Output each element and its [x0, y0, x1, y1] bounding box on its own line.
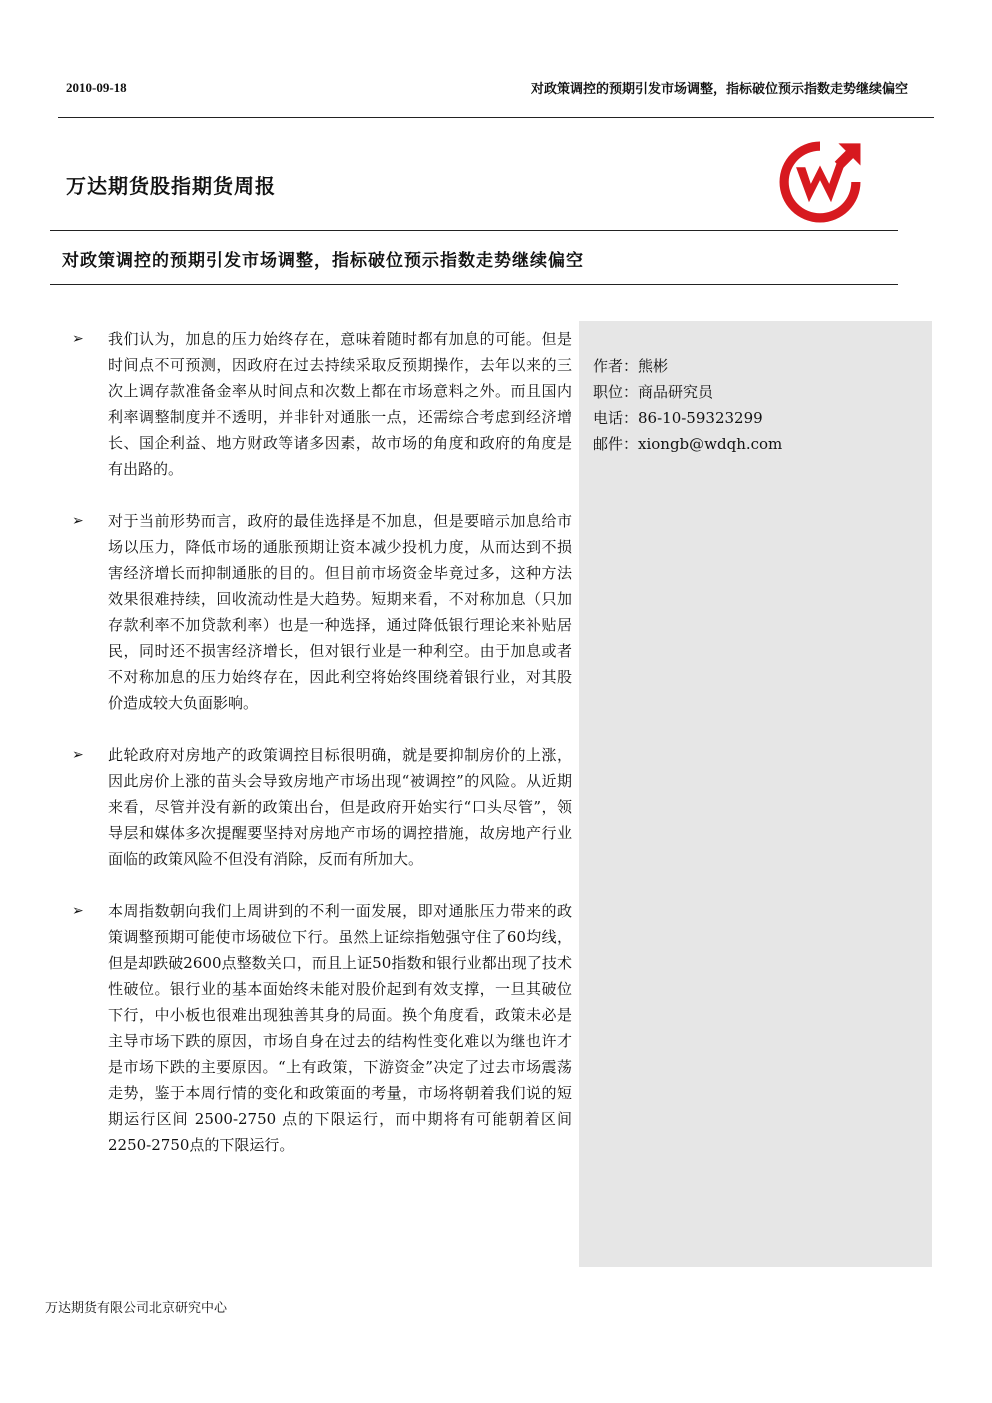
- bullet-text: 此轮政府对房地产的政策调控目标很明确，就是要抑制房价的上涨，因此房价上涨的苗头会导致房地产市场出现“被调控”的风险。从近期来看，尽管并没有新的政策出台，但是政府开始实行“口头尽管”，领导层和媒体多次提醒要坚持对房地产市场的调控措施，故房地产行业面临的政策风险不但没有消除，反而有所加大。: [108, 746, 572, 868]
- author-email: 邮件：xiongb@wdqh.com: [593, 435, 783, 453]
- author-position: 职位：商品研究员: [593, 383, 714, 401]
- header-divider: [58, 117, 934, 118]
- bullet-item: [72, 508, 572, 716]
- wanda-logo-icon: [774, 136, 866, 228]
- report-name: 万达期货股指期货周报: [66, 174, 276, 198]
- arrow-bullet-icon: ➢: [72, 513, 84, 529]
- title-divider: [50, 230, 898, 231]
- arrow-bullet-icon: ➢: [72, 331, 84, 347]
- subtitle-divider: [50, 284, 898, 285]
- arrow-bullet-icon: ➢: [72, 903, 84, 919]
- bullet-item: [72, 326, 572, 482]
- header-title: 对政策调控的预期引发市场调整，指标破位预示指数走势继续偏空: [530, 82, 908, 97]
- bullet-text: 本周指数朝向我们上周讲到的不利一面发展，即对通胀压力带来的政策调整预期可能使市场破位下行。虽然上证综指勉强守住了60均线，但是却跌破2600点整数关口，而且上证50指数和银行业都出现了技术性破位。银行业的基本面始终未能对股价起到有效支撑，一旦其破位下行，中小板也很难出现独善其身的局面。换个角度看，政策未必是主导市场下跌的原因，市场自身在过去的结构性变化难以为继也许才是市场下跌的主要原因。“上有政策，下游资金”决定了过去市场震荡走势，鉴于本周行情的变化和政策面的考量，市场将朝着我们说的短期运行区间 2500-2750 点的下限运行，而中期将有可能朝着区间2250-2750点的下限运行。: [108, 902, 572, 1154]
- author-sidebar: [579, 321, 932, 1267]
- bullet-text: 我们认为，加息的压力始终存在，意味着随时都有加息的可能。但是时间点不可预测，因政府在过去持续采取反预期操作，去年以来的三次上调存款准备金率从时间点和次数上都在市场意料之外。而且国内利率调整制度并不透明，并非针对通胀一点，还需综合考虑到经济增长、国企利益、地方财政等诸多因素，故市场的角度和政府的角度是有出路的。: [108, 330, 572, 478]
- report-subtitle: 对政策调控的预期引发市场调整，指标破位预示指数走势继续偏空: [62, 251, 584, 271]
- header-date: 2010-09-18: [66, 80, 127, 95]
- bullet-item: [72, 742, 572, 872]
- author-phone: 电话：86-10-59323299: [593, 409, 763, 427]
- footer-company: 万达期货有限公司北京研究中心: [45, 1301, 228, 1316]
- author-name: 作者：熊彬: [593, 357, 669, 375]
- bullet-list: [72, 326, 572, 1184]
- bullet-item: [72, 898, 572, 1158]
- arrow-bullet-icon: ➢: [72, 747, 84, 763]
- bullet-text: 对于当前形势而言，政府的最佳选择是不加息，但是要暗示加息给市场以压力，降低市场的通胀预期让资本减少投机力度，从而达到不损害经济增长而抑制通胀的目的。但目前市场资金毕竟过多，这种方法效果很难持续，回收流动性是大趋势。短期来看，不对称加息（只加存款利率不加贷款利率）也是一种选择，通过降低银行理论来补贴居民，同时还不损害经济增长，但对银行业是一种利空。由于加息或者不对称加息的压力始终存在，因此利空将始终围绕着银行业，对其股价造成较大负面影响。: [108, 512, 572, 712]
